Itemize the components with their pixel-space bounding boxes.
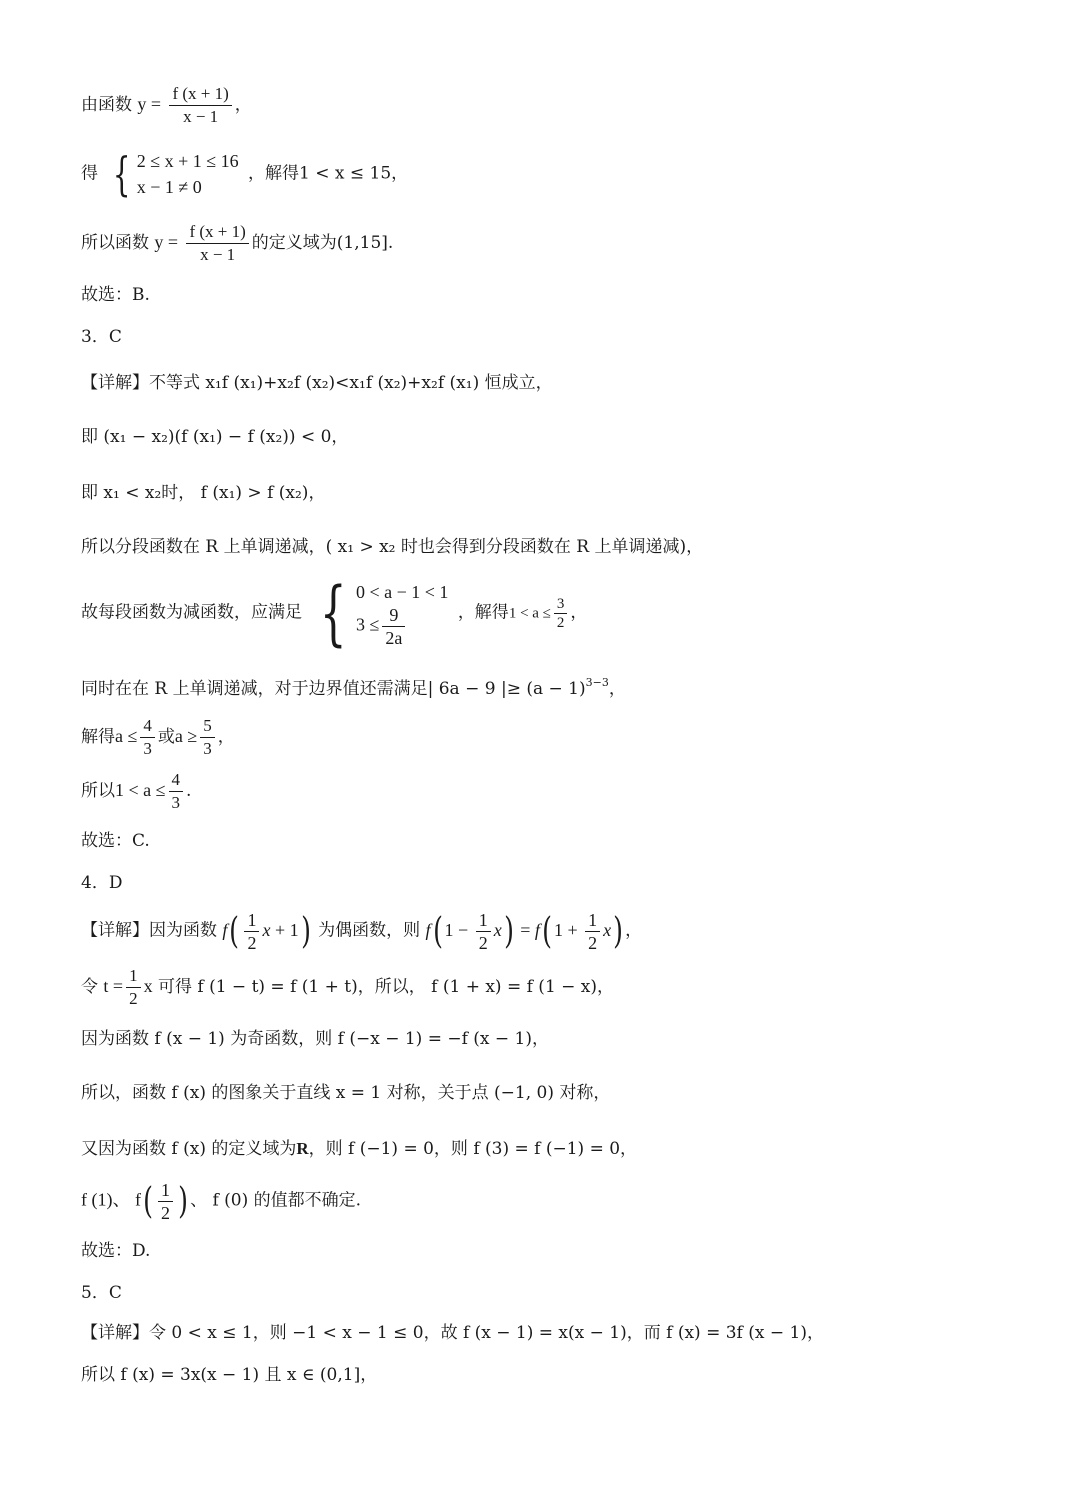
fraction — [200, 716, 215, 759]
text: 、 f (0) 的值都不确定. — [190, 1190, 362, 1211]
solution-line-18: 因为函数 f (x − 1) 为奇函数，则 f (−x − 1) = −f (x − 1)， — [81, 1029, 549, 1049]
solution-line-7: 即 (x₁ − x₂)(f (x₁) − f (x₂)) < 0， — [81, 427, 349, 447]
system-row — [356, 605, 448, 648]
solution-line-21 — [81, 1180, 361, 1223]
denominator: 2 — [556, 614, 565, 631]
text: ，解得 — [457, 602, 509, 623]
text: ， — [625, 920, 643, 941]
solution-line-8: 即 x₁ < x₂时， f (x₁) > f (x₂)， — [81, 483, 326, 503]
numerator: 4 — [169, 770, 184, 792]
fraction — [554, 596, 568, 631]
solution-line-4: 故选：B. — [81, 285, 150, 305]
fraction: $\frac{1}{2}$ — [244, 910, 259, 953]
solution-line-16 — [81, 910, 642, 953]
numerator: 5 — [200, 716, 215, 738]
text: . — [186, 781, 192, 801]
fraction — [140, 716, 155, 759]
fraction — [186, 222, 248, 265]
set-R: R — [296, 1139, 309, 1158]
denominator: x − 1 — [200, 245, 236, 264]
math-eq: a ≥ — [174, 726, 198, 746]
solution-line-12 — [81, 716, 235, 759]
solution-line-24: 【详解】令 0 < x ≤ 1，则 −1 < x − 1 ≤ 0，故 f (x − 1) = x(x − 1)，而 f (x) = 3f (x − 1)， — [81, 1323, 824, 1343]
numerator: 9 — [382, 605, 405, 627]
system-row: x − 1 ≠ 0 — [136, 177, 202, 197]
solution-line-17 — [81, 966, 614, 1009]
solution-line-9: 所以分段函数在 R 上单调递减，( x₁ > x₂ 时也会得到分段函数在 R 上单调递减)， — [81, 537, 704, 557]
solution-line-22: 故选：D. — [81, 1241, 151, 1261]
text: ，则 f (−1) = 0，则 f (3) = f (−1) = 0， — [308, 1139, 638, 1159]
math-expression: ( $\frac{1}{2}$ ) — [143, 1180, 188, 1223]
brace-symbol: { — [320, 572, 348, 654]
text: 由函数 — [81, 95, 132, 115]
text: 令 — [81, 977, 98, 997]
text: 故每段函数为减函数，应满足 — [81, 602, 302, 623]
text: 为偶函数，则 — [318, 920, 421, 941]
text: 所以函数 — [81, 233, 149, 253]
math-eq: 1 < a ≤ — [508, 605, 551, 622]
text: 同时在在 R 上单调递减，对于边界值还需满足| 6a − 9 |≥ (a − 1) — [81, 679, 586, 699]
text: 解得 — [81, 727, 115, 747]
math-eq: y = — [137, 94, 162, 114]
solution-line-1 — [81, 84, 252, 127]
text: 或 — [157, 727, 175, 747]
text: ， — [570, 602, 588, 623]
fraction: $\frac{1}{2}$ — [158, 1180, 173, 1223]
numerator: 3 — [554, 596, 568, 614]
text: ， — [217, 727, 235, 747]
denominator: 2a — [385, 627, 403, 648]
fraction: $\frac{1}{2}$ — [476, 910, 491, 953]
text: 所以 — [81, 781, 115, 801]
math-eq: y = — [154, 232, 179, 252]
math-eq: t = — [103, 976, 124, 996]
solution-line-19: 所以，函数 f (x) 的图象关于直线 x = 1 对称，关于点 (−1, 0) 对称， — [81, 1083, 611, 1103]
fraction — [382, 605, 405, 648]
question-number-3: 3．C — [81, 327, 122, 347]
text: ， — [234, 95, 252, 115]
text: 可得 f (1 − t) = f (1 + t)，所以， f (1 + x) = f (1 − x)， — [157, 977, 615, 997]
numerator: 4 — [140, 716, 155, 738]
equation-system — [107, 148, 238, 200]
text: ，解得1 < x ≤ 15， — [248, 163, 409, 184]
question-number-4: 4．D — [81, 873, 123, 893]
math-var: x — [143, 976, 153, 996]
solution-line-3 — [81, 222, 393, 265]
math-eq: 1 < a ≤ — [115, 780, 166, 800]
text: ， — [608, 679, 626, 699]
math-eq: f (1)、 f — [81, 1189, 141, 1210]
denominator: 3 — [171, 793, 181, 812]
fraction — [169, 770, 184, 813]
fraction — [169, 84, 231, 127]
solution-line-6: 【详解】不等式 x₁f (x₁)+x₂f (x₂)<x₁f (x₂)+x₂f (x₁) 恒成立， — [81, 373, 553, 393]
solution-line-20 — [81, 1138, 637, 1160]
solution-line-14: 故选：C. — [81, 831, 150, 851]
system-row: 2 ≤ x + 1 ≤ 16 — [136, 151, 239, 171]
denominator: 3 — [203, 739, 212, 758]
text: 又因为函数 f (x) 的定义域为 — [81, 1139, 297, 1159]
text: 的定义域为(1,15]. — [251, 233, 394, 253]
solution-line-25: 所以 f (x) = 3x(x − 1) 且 x ∈ (0,1]， — [81, 1365, 378, 1385]
brace-symbol: { — [113, 147, 131, 201]
system-row: 0 < a − 1 < 1 — [355, 581, 449, 602]
solution-line-10 — [81, 572, 588, 654]
math-expression: f( 1 − $\frac{1}{2}$ x) = f( 1 + $\frac{1}{2}$ x) — [425, 910, 624, 953]
text: 得 — [81, 163, 98, 184]
solution-line-2 — [81, 148, 408, 200]
denominator: 3 — [143, 739, 152, 758]
math-eq: a ≤ — [115, 726, 138, 746]
numerator: f (x + 1) — [169, 84, 231, 106]
solution-line-13 — [81, 770, 191, 813]
superscript: 3−3 — [585, 676, 609, 689]
fraction: $\frac{1}{2}$ — [585, 910, 600, 953]
text: 【详解】因为函数 — [81, 920, 217, 941]
denominator: x − 1 — [183, 107, 219, 126]
text: 3 ≤ — [355, 614, 380, 635]
fraction: $\frac{1}{2}$ — [126, 966, 141, 1009]
numerator: f (x + 1) — [186, 222, 248, 244]
inequality-system — [311, 572, 449, 654]
math-expression: f( $\frac{1}{2}$ x + 1) — [222, 910, 311, 953]
solution-line-11 — [81, 672, 626, 700]
question-number-5: 5．C — [81, 1283, 122, 1303]
